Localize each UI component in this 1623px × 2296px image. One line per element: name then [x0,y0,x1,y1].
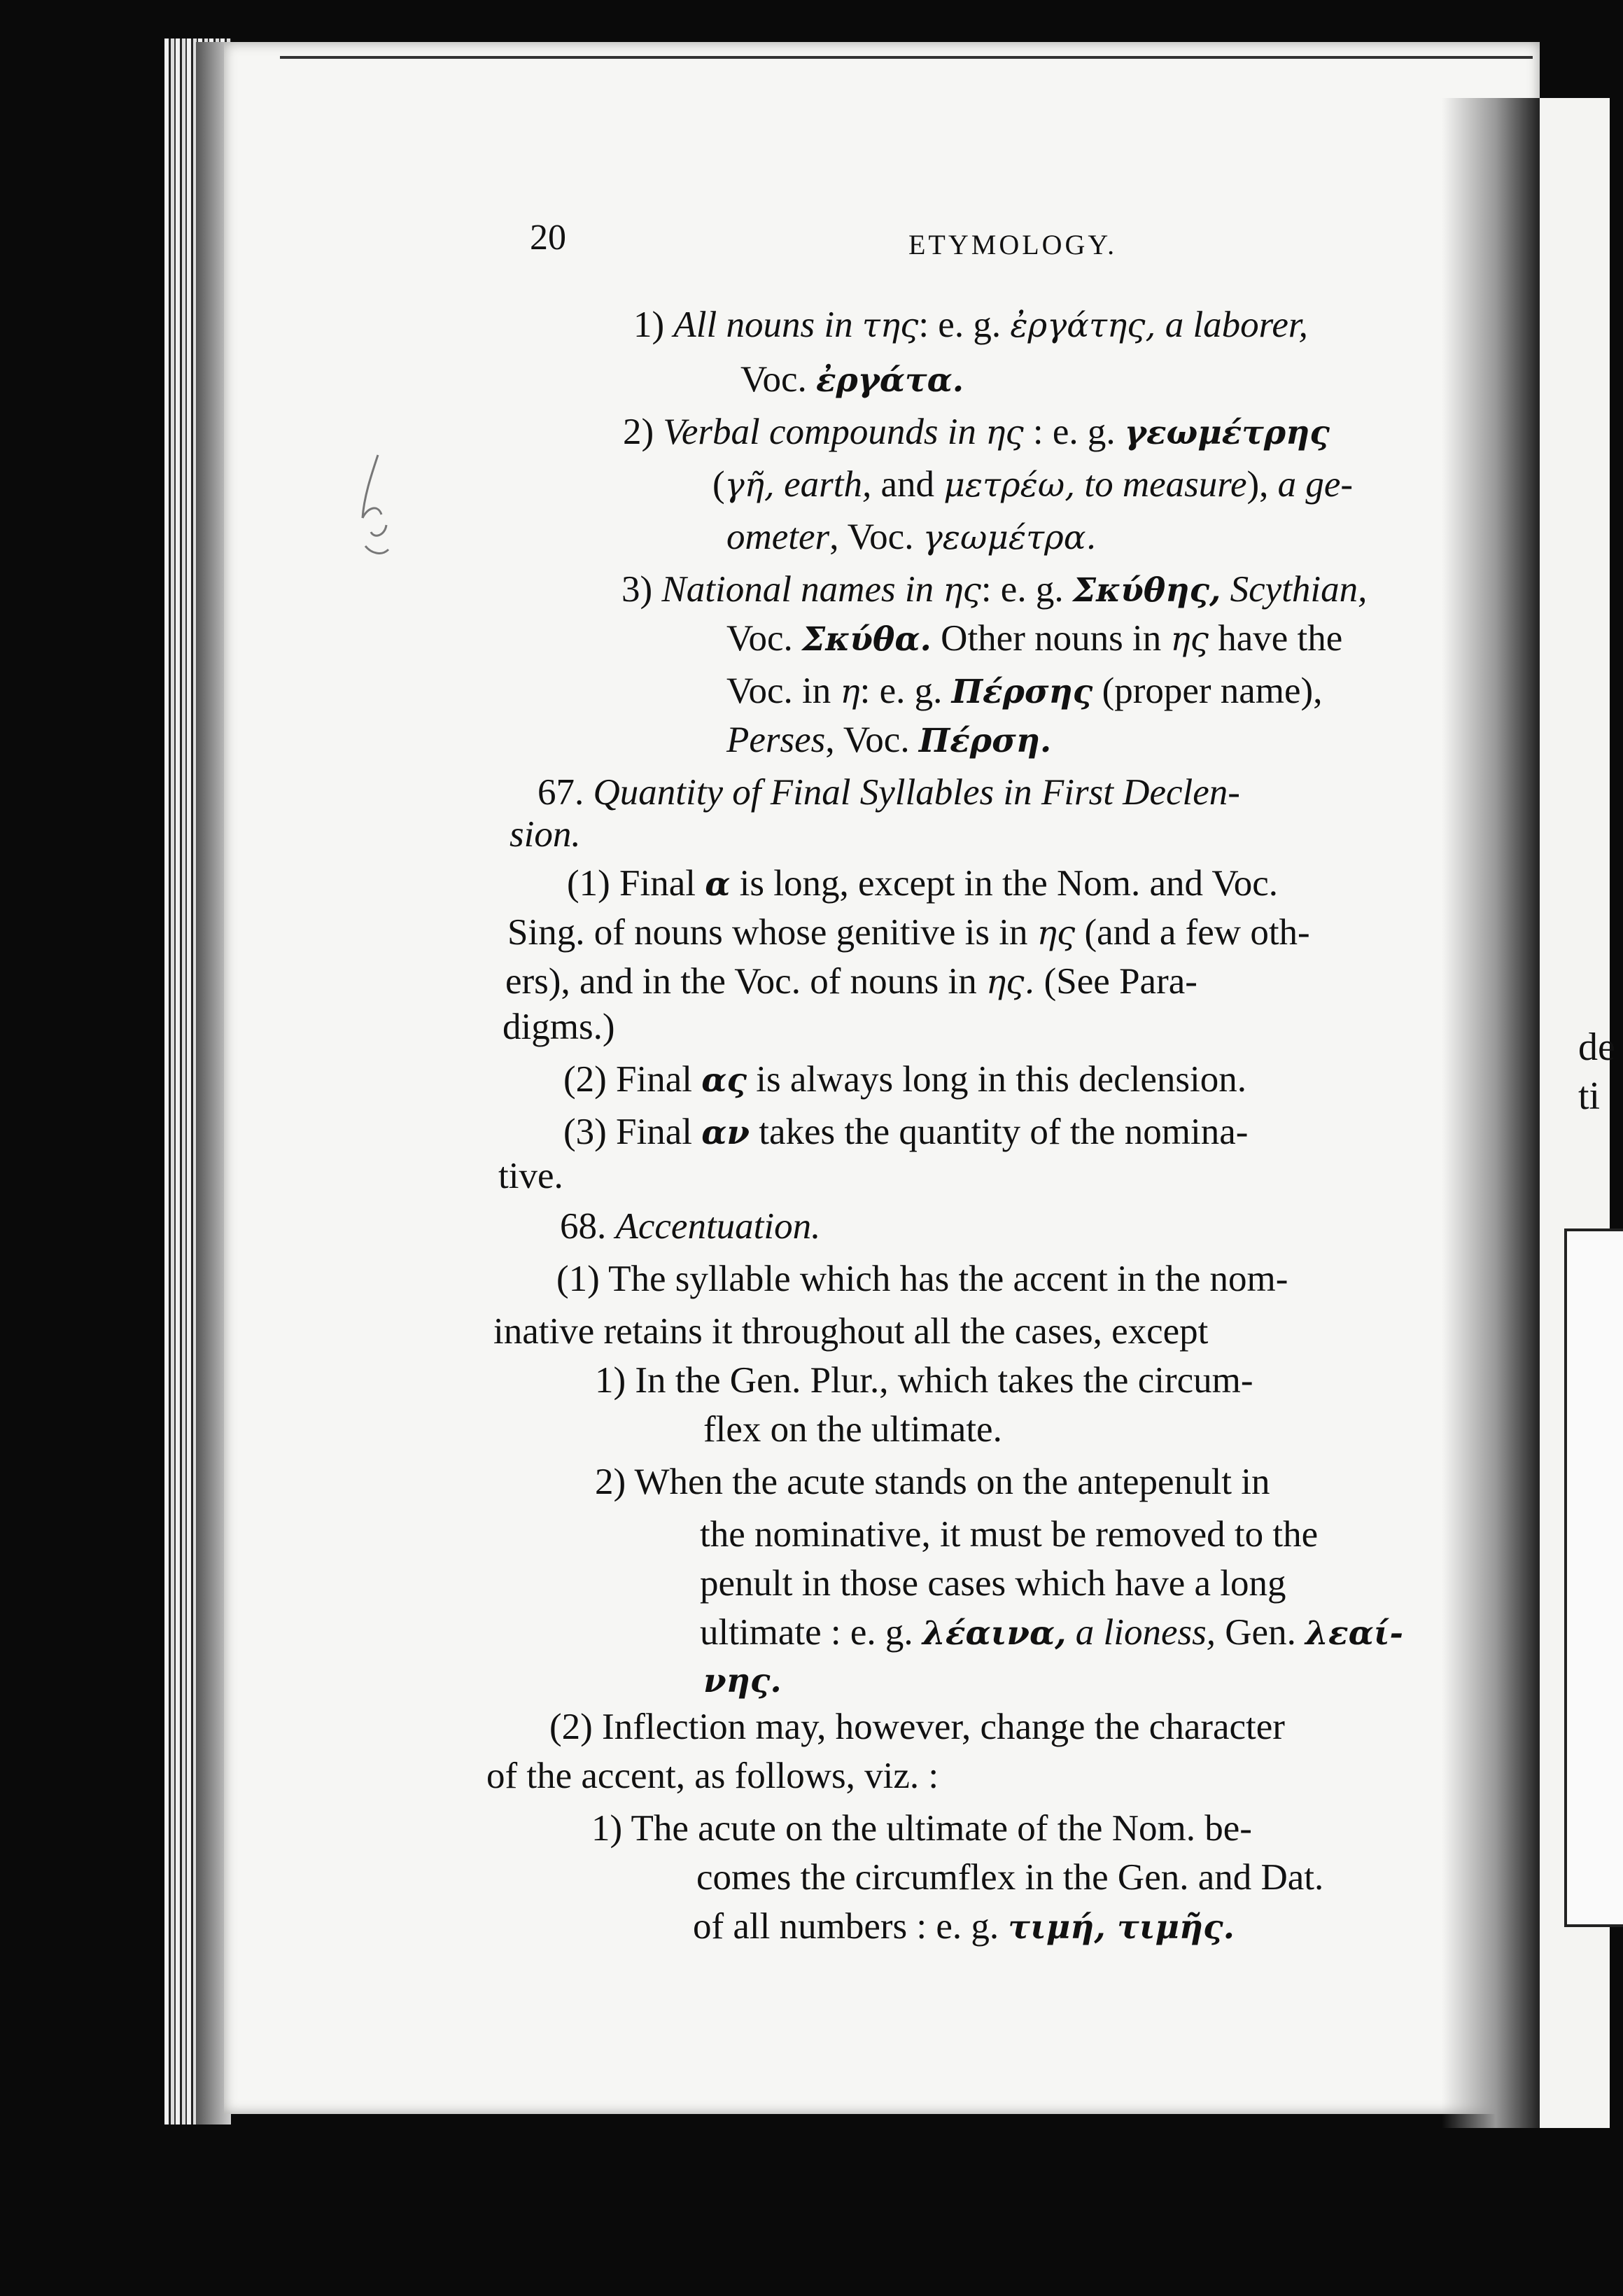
text-line: ultimate : e. g. λέαινα, a lioness, Gen. λεαί- [700,1612,1404,1653]
text-line: Perses, Voc. Πέρση. [726,720,1052,760]
text-line: Voc. Σκύθα. Other nouns in ης have the [726,618,1343,659]
text-line: of all numbers : e. g. τιμή, τιμῆς. [693,1906,1235,1947]
page-number: 20 [530,218,566,258]
text-line: the nominative, it must be removed to the [700,1514,1319,1555]
text-line: of the accent, as follows, viz. : [486,1756,939,1796]
text-line: ers), and in the Voc. of nouns in ης. (See Para- [505,961,1197,1002]
text-line: ometer, Voc. γεωμέτρα. [726,517,1097,557]
scan-background [0,2128,1610,2296]
handwritten-margin-mark [350,448,406,567]
facing-page-fragment: de [1578,1026,1615,1069]
facing-page-fragment: ti [1578,1074,1601,1118]
page-top-border [280,56,1533,59]
text-line: penult in those cases which have a long [700,1563,1286,1604]
text-line: digms.) [503,1007,615,1047]
section-heading: 68. Accentuation. [560,1206,821,1247]
text-line: (3) Final αν takes the quantity of the nomina- [563,1112,1249,1152]
text-line: comes the circumflex in the Gen. and Dat. [696,1857,1324,1898]
running-head: ETYMOLOGY. [908,229,1118,260]
text-line: Voc. in η: e. g. Πέρσης (proper name), [726,671,1323,711]
text-line: (1) Final α is long, except in the Nom. and Voc. [567,863,1279,904]
text-line: νης. [703,1662,782,1700]
text-line: tive. [498,1156,563,1196]
text-line: (1) The syllable which has the accent in the nom- [556,1259,1288,1299]
text-line: (γῆ, earth, and μετρέω, to measure), a ge- [712,464,1354,505]
text-line: 1) The acute on the ultimate of the Nom. be- [591,1808,1252,1849]
text-line: 1) In the Gen. Plur., which takes the circum- [595,1360,1253,1401]
page-binding-shadow [1442,98,1540,2128]
text-line: flex on the ultimate. [703,1409,1002,1450]
text-line: sion. [510,814,581,855]
text-line: (2) Final ας is always long in this declension. [563,1059,1246,1100]
text-line: 2) When the acute stands on the antepenult in [595,1462,1270,1502]
text-line: 2) Verbal compounds in ης : e. g. γεωμέτρης [623,412,1330,452]
facing-page-box [1564,1228,1623,1927]
text-line: Voc. ἐργάτα. [740,359,964,400]
text-line: 3) National names in ης: e. g. Σκύθης, Scythian, [621,569,1368,610]
text-line: (2) Inflection may, however, change the character [549,1707,1285,1747]
text-line: 1) All nouns in της: e. g. ἐργάτης, a laborer, [633,304,1308,345]
text-line: inative retains it throughout all the cases, except [493,1311,1209,1352]
text-line: Sing. of nouns whose genitive is in ης (and a few oth- [507,912,1310,953]
section-heading: 67. Quantity of Final Syllables in First Declen- [538,772,1240,813]
